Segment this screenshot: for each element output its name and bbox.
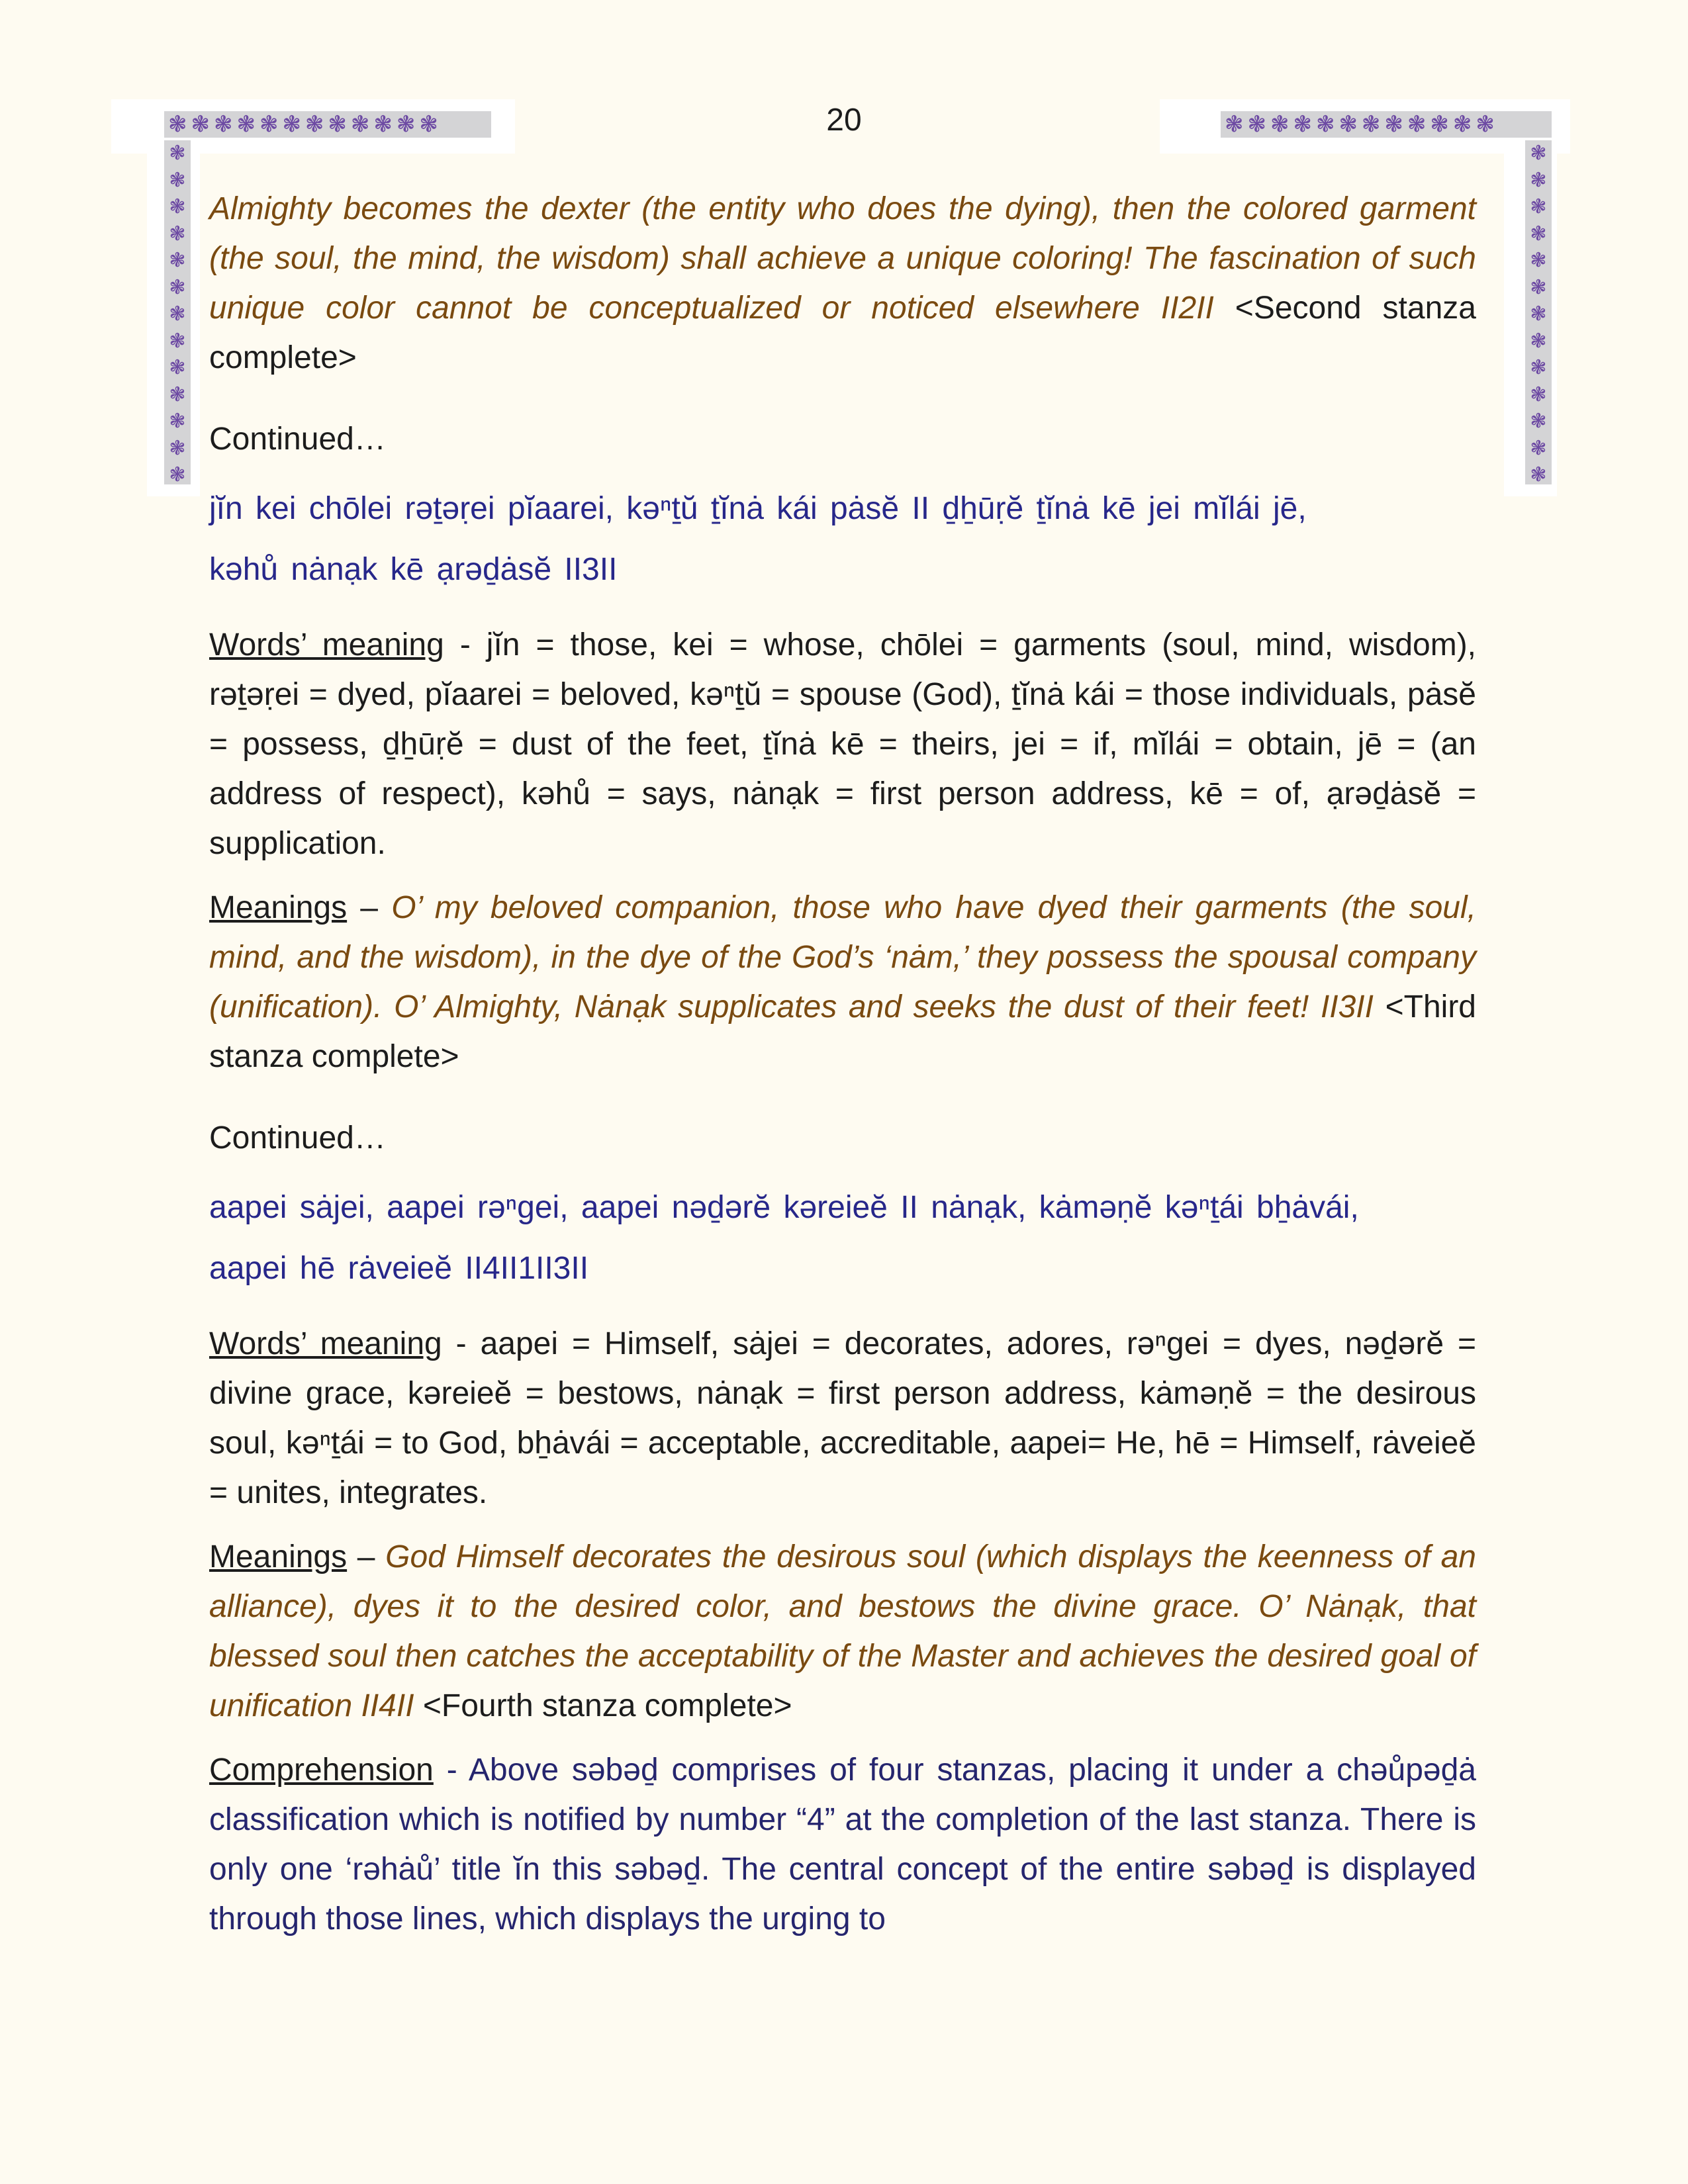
meanings-4 (209, 1532, 1476, 1731)
words-meaning-label: Words’ meaning (209, 1326, 442, 1361)
words-meaning-text: - aapei = Himself, sȧjei = decorates, adores, rəⁿgei = dyes, nəḏərĕ = divine grace, kəreieĕ = bestows, nȧnạk = first person address, kȧməṇĕ = the desirous soul, kəⁿṯái = to God, bẖȧvái = acceptable, accreditable, aapei= He, hē = Himself, rȧveieĕ = unites, integrates. (209, 1326, 1477, 1510)
verse-stanza-3 (209, 478, 1476, 600)
continued-label: Continued… (209, 1120, 386, 1156)
words-meaning-label: Words’ meaning (209, 627, 444, 662)
stanza-status: <Fourth stanza complete> (422, 1688, 792, 1723)
meanings-text: God Himself decorates the desirous soul (which displays the keenness of an alliance), dyes it to the desired color, and bestows the divine grace. O’ Nȧnạk, that blessed soul then catches the acceptability of the Master and achieves the desired goal of unification (209, 1539, 1476, 1723)
verse-line: aapei sȧjei, aapei rəⁿgei, aapei nəḏərĕ kəreieĕ II nȧnạk, kȧməṇĕ kəⁿṯái bẖȧvái, (209, 1190, 1359, 1225)
continued-label: Continued… (209, 422, 386, 457)
page-number: 20 (826, 103, 862, 138)
verse-stanza-4 (209, 1177, 1476, 1299)
meanings-dash: – (347, 1539, 386, 1574)
flower-ornament-icon: ❃❃❃❃❃❃❃❃❃❃❃❃ (1225, 112, 1499, 137)
words-meaning-4 (209, 1319, 1476, 1518)
meanings-label: Meanings (209, 1539, 348, 1574)
comprehension-label: Comprehension (209, 1752, 434, 1788)
verse-line: kəhů nȧnạk kē ạrəḏȧsĕ II3II (209, 552, 618, 587)
stanza-mark: II2II (1160, 291, 1214, 326)
words-meaning-3 (209, 620, 1476, 868)
stanza-status: <Second stanza complete> (209, 291, 1476, 375)
meanings-label: Meanings (209, 890, 348, 925)
verse-line: jĭn kei chōlei rəṯəṛei pĭaarei, kəⁿṯŭ ṯĭnȧ kái pȧsĕ II ḏẖūṛĕ ṯĭnȧ kē jei mĭlái jē, (209, 491, 1307, 526)
meanings-3 (209, 883, 1476, 1081)
flower-ornament-icon: ❃❃❃❃❃❃❃❃❃❃❃❃ (168, 112, 442, 137)
comprehension-text: - Above səbəḏ comprises of four stanzas, placing it under a chəůpəḏȧ classification which is notified by number “4” at the completion of the last stanza. There is only one ‘rəhȧů’ title ĭn this səbəḏ. The central concept of the entire səbəḏ is displayed through those lines, which displays the urging to (209, 1752, 1476, 1936)
ornament-column-right: ❃ ❃ ❃ ❃ ❃ ❃ ❃ ❃ ❃ ❃ ❃ ❃ ❃ (1525, 140, 1552, 484)
comprehension (209, 1745, 1476, 1944)
meanings-dash: – (347, 890, 392, 925)
meaning-text: Almighty becomes the dexter (the entity who does the dying), then the colored garment (the soul, the mind, the wisdom) shall achieve a unique coloring! The fascination of such unique color cannot be conceptualized or noticed elsewhere (209, 191, 1476, 326)
stanza-mark: II3II (1320, 989, 1374, 1024)
verse-line: aapei hē rȧveieĕ II4II1II3II (209, 1251, 589, 1286)
page-content (209, 184, 1476, 1944)
stanza-status: <Third stanza complete> (209, 989, 1476, 1074)
stanza-2-meaning-tail (209, 184, 1476, 383)
ornament-column-left: ❃ ❃ ❃ ❃ ❃ ❃ ❃ ❃ ❃ ❃ ❃ ❃ ❃ (164, 140, 191, 484)
meanings-text: O’ my beloved companion, those who have dyed their garments (the soul, mind, and the wisdom), in the dye of the God’s ‘nȧm,’ they possess the spousal company (unification). O’ Almighty, Nȧnạk supplicates and seeks the dust of their feet! (209, 890, 1476, 1024)
words-meaning-text: - jĭn = those, kei = whose, chōlei = garments (soul, mind, wisdom), rəṯəṛei = dyed, pĭaarei = beloved, kəⁿṯŭ = spouse (God), ṯĭnȧ kái = those individuals, pȧsĕ = possess, ḏẖūṛĕ = dust of the feet, ṯĭnȧ kē = theirs, jei = if, mĭlái = obtain, jē = (an address of respect), kəhů = says, nȧnạk = first person address, kē = of, ạrəḏȧsĕ = supplication. (209, 627, 1477, 861)
stanza-mark: II4II (361, 1688, 414, 1723)
